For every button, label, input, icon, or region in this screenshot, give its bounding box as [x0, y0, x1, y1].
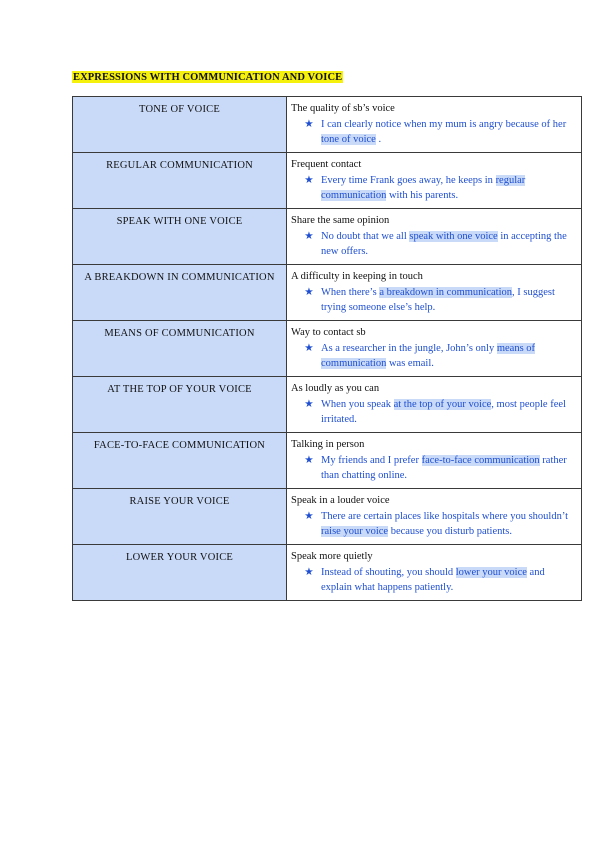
definition-cell [287, 265, 582, 321]
example-text: There are certain places like hospitals where you shouldn’t [321, 511, 569, 522]
expression-meaning: Frequent contact [291, 159, 362, 170]
example-highlight: raise your voice [321, 526, 389, 537]
expression-meaning: Way to contact sb [291, 327, 366, 338]
star-icon: ★ [304, 175, 314, 186]
example-text: rather than chatting online. [321, 455, 567, 481]
example-text: My friends and I prefer [321, 455, 422, 466]
example-sentence [291, 453, 575, 483]
definition-cell [287, 433, 582, 489]
expression-meaning: Speak in a louder voice [291, 495, 390, 506]
example-highlight: regular communication [321, 175, 526, 201]
expressions-table [72, 96, 582, 601]
expression-meaning: Talking in person [291, 439, 365, 450]
expression-term: AT THE TOP OF YOUR VOICE [73, 377, 287, 433]
example-highlight: means of communication [321, 343, 536, 369]
example-sentence [291, 341, 575, 371]
example-sentence [291, 173, 575, 203]
example-text: As a researcher in the jungle, John’s only [321, 343, 497, 354]
definition-cell [287, 153, 582, 209]
table-row [73, 377, 582, 433]
star-icon: ★ [304, 455, 314, 466]
star-icon: ★ [304, 343, 314, 354]
star-icon: ★ [304, 399, 314, 410]
table-row [73, 545, 582, 601]
example-text: Every time Frank goes away, he keeps in [321, 175, 496, 186]
expression-term: TONE OF VOICE [73, 97, 287, 153]
example-text: I can clearly notice when my mum is angry because of her [321, 119, 567, 130]
example-text: and explain what happens patiently. [321, 567, 545, 593]
example-sentence [291, 285, 575, 315]
table-row [73, 97, 582, 153]
example-text: because you disturb patients. [388, 526, 512, 537]
example-highlight: tone of voice [321, 134, 376, 145]
definition-cell [287, 209, 582, 265]
example-text: Instead of shouting, you should [321, 567, 456, 578]
example-text: No doubt that we all [321, 231, 410, 242]
example-text: with his parents. [386, 190, 459, 201]
example-sentence [291, 509, 575, 539]
expression-term: MEANS OF COMMUNICATION [73, 321, 287, 377]
expression-meaning: The quality of sb’s voice [291, 103, 395, 114]
star-icon: ★ [304, 231, 314, 242]
expression-meaning: A difficulty in keeping in touch [291, 271, 423, 282]
example-highlight: lower your voice [455, 567, 527, 578]
definition-cell [287, 321, 582, 377]
star-icon: ★ [304, 287, 314, 298]
table-row [73, 153, 582, 209]
page-title: EXPRESSIONS WITH COMMUNICATION AND VOICE [73, 72, 343, 83]
star-icon: ★ [304, 567, 314, 578]
star-icon: ★ [304, 119, 314, 130]
example-sentence [291, 397, 575, 427]
example-sentence [291, 229, 575, 259]
table-row [73, 265, 582, 321]
example-highlight: speak with one voice [409, 231, 498, 242]
definition-cell [287, 545, 582, 601]
expression-meaning: As loudly as you can [291, 383, 380, 394]
example-text: When there’s [321, 287, 380, 298]
expression-term: FACE-TO-FACE COMMUNICATION [73, 433, 287, 489]
example-sentence [291, 117, 575, 147]
example-text: in accepting the new offers. [321, 231, 567, 257]
expression-term: RAISE YOUR VOICE [73, 489, 287, 545]
example-text: was email. [386, 358, 434, 369]
definition-cell [287, 97, 582, 153]
definition-cell [287, 377, 582, 433]
table-row [73, 321, 582, 377]
table-row [73, 209, 582, 265]
expression-meaning: Speak more quietly [291, 551, 373, 562]
example-highlight: at the top of your voice [393, 399, 492, 410]
example-text: , I suggest trying someone else’s help. [321, 287, 555, 313]
expression-term: LOWER YOUR VOICE [73, 545, 287, 601]
table-row [73, 433, 582, 489]
example-text: , most people feel irritated. [321, 399, 566, 425]
table-row [73, 489, 582, 545]
definition-cell [287, 489, 582, 545]
expression-term: SPEAK WITH ONE VOICE [73, 209, 287, 265]
expression-term: REGULAR COMMUNICATION [73, 153, 287, 209]
example-highlight: a breakdown in communication [379, 287, 512, 298]
example-highlight: face-to-face communication [421, 455, 540, 466]
star-icon: ★ [304, 511, 314, 522]
expression-meaning: Share the same opinion [291, 215, 390, 226]
example-sentence [291, 565, 575, 595]
expression-term: A BREAKDOWN IN COMMUNICATION [73, 265, 287, 321]
example-text: . [375, 134, 382, 145]
example-text: When you speak [321, 399, 394, 410]
